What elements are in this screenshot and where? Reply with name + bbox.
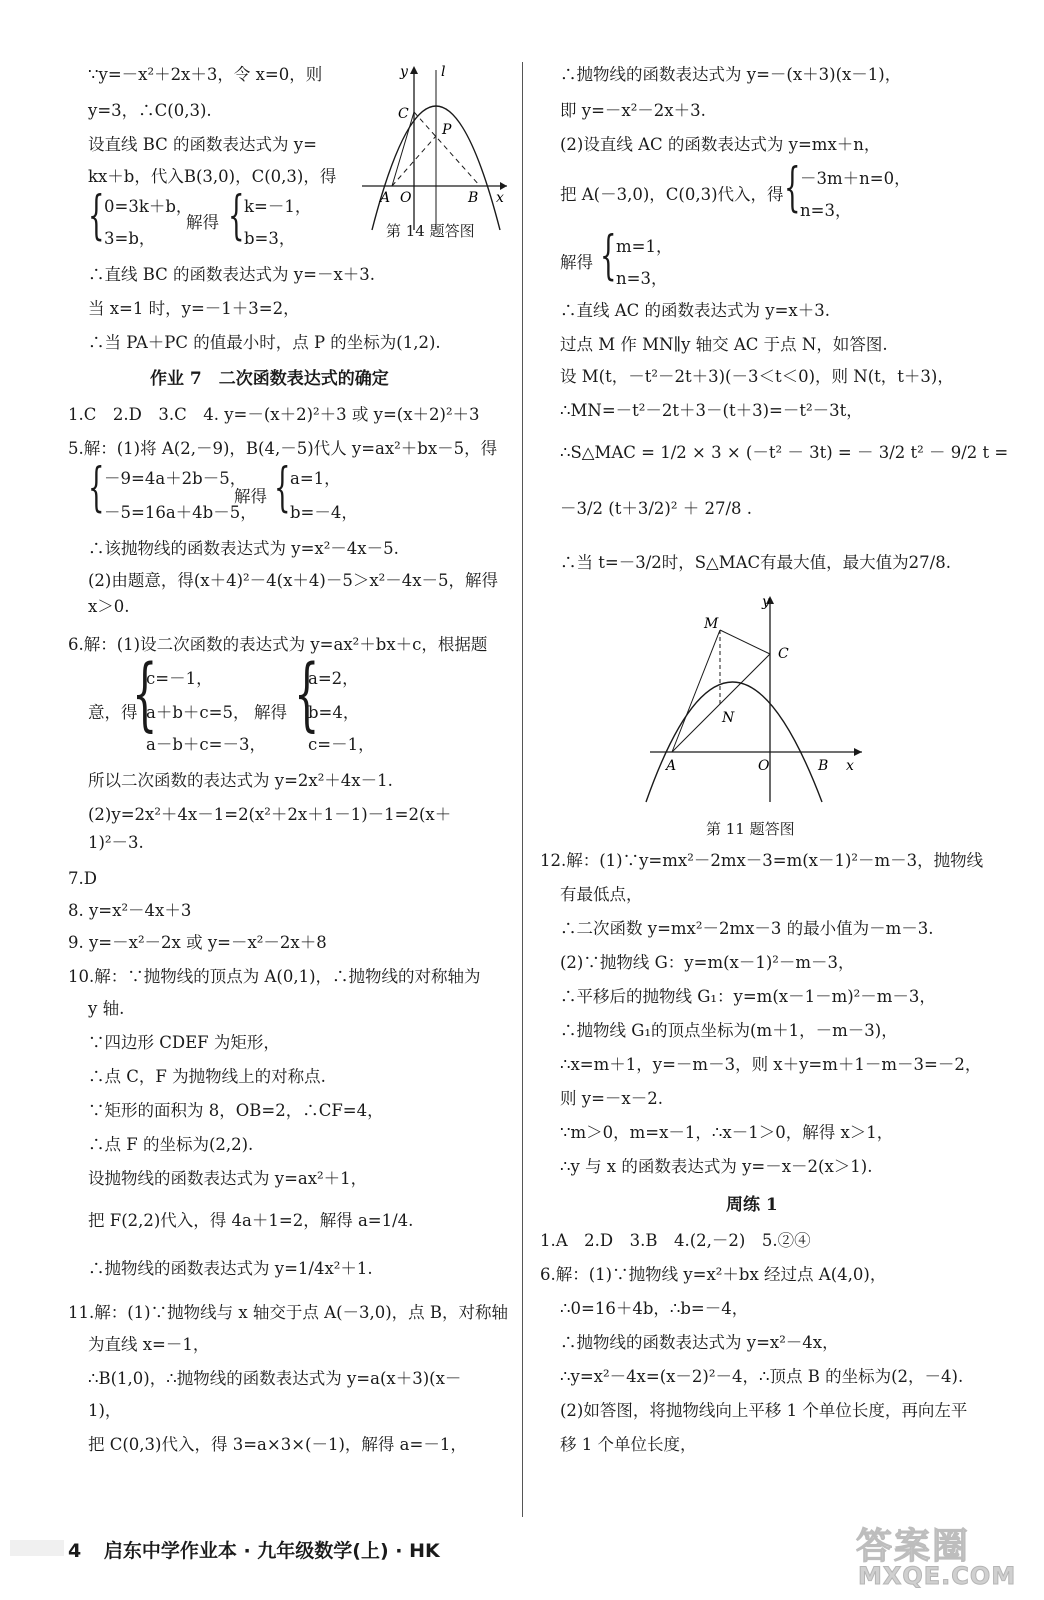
fig14-o-label: O: [400, 190, 412, 206]
page-footer: [68, 1536, 440, 1563]
equation: k=－1，: [244, 197, 312, 216]
fig14-a-label: A: [380, 190, 391, 206]
answer-line: 10.解：∵抛物线的顶点为 A(0,1)，∴抛物线的对称轴为: [68, 967, 481, 986]
answer-line: 1.A 2.D 3.B 4.(2,－2) 5.②④: [540, 1231, 811, 1250]
equation: b=－4，: [290, 503, 358, 522]
answer-line: 把 C(0,3)代入，得 3=a×3×(－1)，解得 a=－1，: [88, 1435, 467, 1454]
page-number: 4: [68, 1540, 82, 1562]
formula-line: ∴当 t=－3/2时，S△MAC有最大值，最大值为27/8.: [560, 553, 951, 572]
fig11-b-label: B: [818, 758, 829, 774]
answer-line: 为直线 x=－1，: [88, 1335, 210, 1354]
solve-label: 解得: [254, 703, 287, 722]
intro-text: 意，得: [88, 703, 138, 722]
equation: c=－1，: [146, 669, 213, 688]
x-axis-arrow: [854, 748, 862, 756]
brace: {: [228, 186, 245, 246]
answer-line: 5.解：(1)将 A(2,－9)，B(4,－5)代人 y=ax²＋bx－5，得: [68, 439, 498, 458]
answer-line: ∴抛物线的函数表达式为 y=x²－4x，: [560, 1333, 839, 1352]
equation: a＋b＋c=5，: [146, 703, 250, 722]
fig11-o-label: O: [758, 758, 770, 774]
equation: b=3，: [244, 229, 296, 248]
equation: b=4，: [308, 703, 360, 722]
text-line: 过点 M 作 MN∥y 轴交 AC 于点 N，如答图.: [560, 335, 888, 354]
fig14-p-label: P: [442, 122, 452, 138]
answer-line: ∴点 C，F 为抛物线上的对称点.: [88, 1067, 326, 1086]
fig11-n-label: N: [722, 710, 735, 726]
answer-line: ∴点 F 的坐标为(2,2).: [88, 1135, 254, 1154]
answer-line: 把 F(2,2)代入，得 4a＋1=2，解得 a=1/4.: [88, 1211, 414, 1230]
answer-line: 有最低点，: [560, 885, 643, 904]
answer-line: 所以二次函数的表达式为 y=2x²＋4x－1.: [88, 771, 393, 790]
equation: a=1，: [290, 469, 341, 488]
answer-line: 12.解：(1)∵y=mx²－2mx－3=m(x－1)²－m－3，抛物线: [540, 851, 984, 870]
answer-line: x＞0.: [88, 597, 130, 616]
text-line: ∵y=－x²＋2x＋3，令 x=0，则: [88, 65, 323, 84]
text-line: 设直线 BC 的函数表达式为 y=: [88, 135, 317, 154]
text-line: 设 M(t，－t²－2t＋3)(－3＜t＜0)，则 N(t，t＋3)，: [560, 367, 954, 386]
section-heading: 作业 7 二次函数表达式的确定: [150, 369, 389, 389]
answer-line: (2)由题意，得(x＋4)²－4(x＋4)－5＞x²－4x－5，解得: [88, 571, 499, 590]
answer-line: ∴0=16＋4b，∴b=－4，: [560, 1299, 749, 1318]
answer-line: 9. y=－x²－2x 或 y=－x²－2x＋8: [68, 933, 327, 952]
brace: {: [294, 647, 320, 740]
equation: －9=4a＋2b－5，: [104, 469, 247, 488]
answer-line: 6.解：(1)设二次函数的表达式为 y=ax²＋bx＋c，根据题: [68, 635, 488, 654]
solve-label: 解得: [234, 487, 267, 506]
fig11-x-label: x: [846, 758, 854, 774]
segment-mc: [720, 630, 770, 654]
answer-line: 1)，: [88, 1401, 122, 1420]
answer-line: 6.解：(1)∵抛物线 y=x²＋bx 经过点 A(4,0)，: [540, 1265, 887, 1284]
equation: a－b＋c=－3，: [146, 735, 266, 754]
answer-line: ∵四边形 CDEF 为矩形，: [88, 1033, 280, 1052]
answer-line: ∴平移后的抛物线 G₁：y=m(x－1－m)²－m－3，: [560, 987, 936, 1006]
answer-line: ∴y 与 x 的函数表达式为 y=－x－2(x＞1).: [560, 1157, 873, 1176]
equation: a=2，: [308, 669, 359, 688]
watermark-logo: [838, 1518, 1018, 1594]
answer-line: (2)如答图，将抛物线向上平移 1 个单位长度，再向左平: [560, 1401, 968, 1420]
answer-line: (2)y=2x²＋4x－1=2(x²＋2x＋1－1)－1=2(x＋: [88, 805, 452, 824]
brace: {: [132, 647, 158, 740]
text-line: y=3，∴C(0,3).: [88, 101, 212, 120]
brace: {: [88, 186, 105, 246]
scan-mark: [10, 1540, 64, 1556]
x-axis-arrow: [500, 182, 507, 190]
formula-line: －3/2 (t＋3/2)² ＋ 27/8 .: [560, 499, 753, 518]
intro-text: 把 A(－3,0)，C(0,3)代入，得: [560, 185, 784, 204]
fig14-b-label: B: [468, 190, 479, 206]
answer-line: 则 y=－x－2.: [560, 1089, 663, 1108]
fig14-c-label: C: [398, 106, 409, 122]
segment-ac: [392, 112, 414, 186]
answer-line: 8. y=x²－4x＋3: [68, 901, 192, 920]
equation: －3m＋n=0，: [800, 169, 911, 188]
equation: n=3，: [800, 201, 852, 220]
segment-am: [672, 630, 720, 752]
equation: －5=16a＋4b－5，: [104, 503, 257, 522]
fig11-m-label: M: [704, 616, 719, 632]
text-line: ∴抛物线的函数表达式为 y=－(x＋3)(x－1)，: [560, 65, 902, 84]
answer-line: 1)²－3.: [88, 833, 144, 852]
fig14-x-label: x: [496, 190, 504, 206]
text-line: ∴直线 AC 的函数表达式为 y=x＋3.: [560, 301, 830, 320]
fig14-y-label: y: [400, 64, 408, 80]
text-line: ∴MN=－t²－2t＋3－(t＋3)=－t²－3t，: [560, 401, 863, 420]
answer-line: ∴x=m＋1，y=－m－3，则 x＋y=m＋1－m－3=－2，: [560, 1055, 982, 1074]
brace: {: [274, 458, 291, 518]
figure-14-caption: 第 14 题答图: [386, 222, 475, 240]
text-line: 当 x=1 时，y=－1＋3=2，: [88, 299, 300, 318]
text-line: (2)设直线 AC 的函数表达式为 y=mx＋n，: [560, 135, 881, 154]
watermark-url: MXQE.COM: [858, 1562, 1017, 1590]
answer-line: ∴该抛物线的函数表达式为 y=x²－4x－5.: [88, 539, 399, 558]
y-axis-arrow: [410, 66, 418, 74]
equation: m=1，: [616, 237, 673, 256]
equation: 3=b，: [104, 229, 156, 248]
answer-line: 7.D: [68, 869, 97, 888]
brace: {: [600, 226, 617, 286]
solve-label: 解得: [560, 253, 593, 272]
formula-line: ∴S△MAC = 1/2 × 3 × (－t² － 3t) = － 3/2 t² － 9/2 t =: [560, 443, 1009, 462]
answer-line: ∵矩形的面积为 8，OB=2，∴CF=4，: [88, 1101, 384, 1120]
answer-line: ∴B(1,0)，∴抛物线的函数表达式为 y=a(x＋3)(x－: [88, 1369, 462, 1388]
fig11-c-label: C: [778, 646, 789, 662]
fig11-y-label: y: [762, 594, 770, 610]
brace: {: [88, 458, 105, 518]
answer-line: ∵m＞0，m=x－1，∴x－1＞0，解得 x＞1，: [560, 1123, 894, 1142]
equation: c=－1，: [308, 735, 375, 754]
watermark-text: 答案圈: [856, 1526, 971, 1567]
fig14-l-label: l: [441, 64, 446, 80]
text-line: ∴当 PA＋PC 的值最小时，点 P 的坐标为(1,2).: [88, 333, 441, 352]
answer-line: ∴y=x²－4x=(x－2)²－4，∴顶点 B 的坐标为(2，－4).: [560, 1367, 964, 1386]
figure-14-graph: [362, 62, 512, 232]
solve-label: 解得: [186, 213, 219, 232]
answer-line: y 轴.: [88, 999, 125, 1018]
answer-line: ∴二次函数 y=mx²－2mx－3 的最小值为－m－3.: [560, 919, 934, 938]
figure-11-graph: [640, 592, 870, 807]
fig11-a-label: A: [666, 758, 677, 774]
answer-line: ∴抛物线的函数表达式为 y=1/4x²＋1.: [88, 1259, 373, 1278]
answer-line: 设抛物线的函数表达式为 y=ax²＋1，: [88, 1169, 368, 1188]
book-title: 启东中学作业本 · 九年级数学(上) · HK: [103, 1540, 440, 1562]
answer-line: ∴抛物线 G₁的顶点坐标为(m＋1，－m－3)，: [560, 1021, 898, 1040]
text-line: kx＋b，代入B(3,0)，C(0,3)，得: [88, 167, 337, 186]
segment-ac: [672, 654, 770, 752]
section-heading: 周练 1: [726, 1195, 778, 1215]
parabola: [646, 682, 822, 802]
text-line: ∴直线 BC 的函数表达式为 y=－x＋3.: [88, 265, 375, 284]
figure-11-caption: 第 11 题答图: [706, 820, 795, 838]
equation: n=3，: [616, 269, 668, 288]
answer-line: 1.C 2.D 3.C 4. y=－(x＋2)²＋3 或 y=(x＋2)²＋3: [68, 405, 480, 424]
answer-line: 11.解：(1)∵抛物线与 x 轴交于点 A(－3,0)，点 B，对称轴: [68, 1303, 509, 1322]
answer-line: 移 1 个单位长度，: [560, 1435, 697, 1454]
answer-line: (2)∵抛物线 G：y=m(x－1)²－m－3，: [560, 953, 855, 972]
column-divider: [522, 62, 523, 1517]
text-line: 即 y=－x²－2x＋3.: [560, 101, 706, 120]
brace: {: [784, 158, 801, 218]
equation: 0=3k＋b，: [104, 197, 193, 216]
